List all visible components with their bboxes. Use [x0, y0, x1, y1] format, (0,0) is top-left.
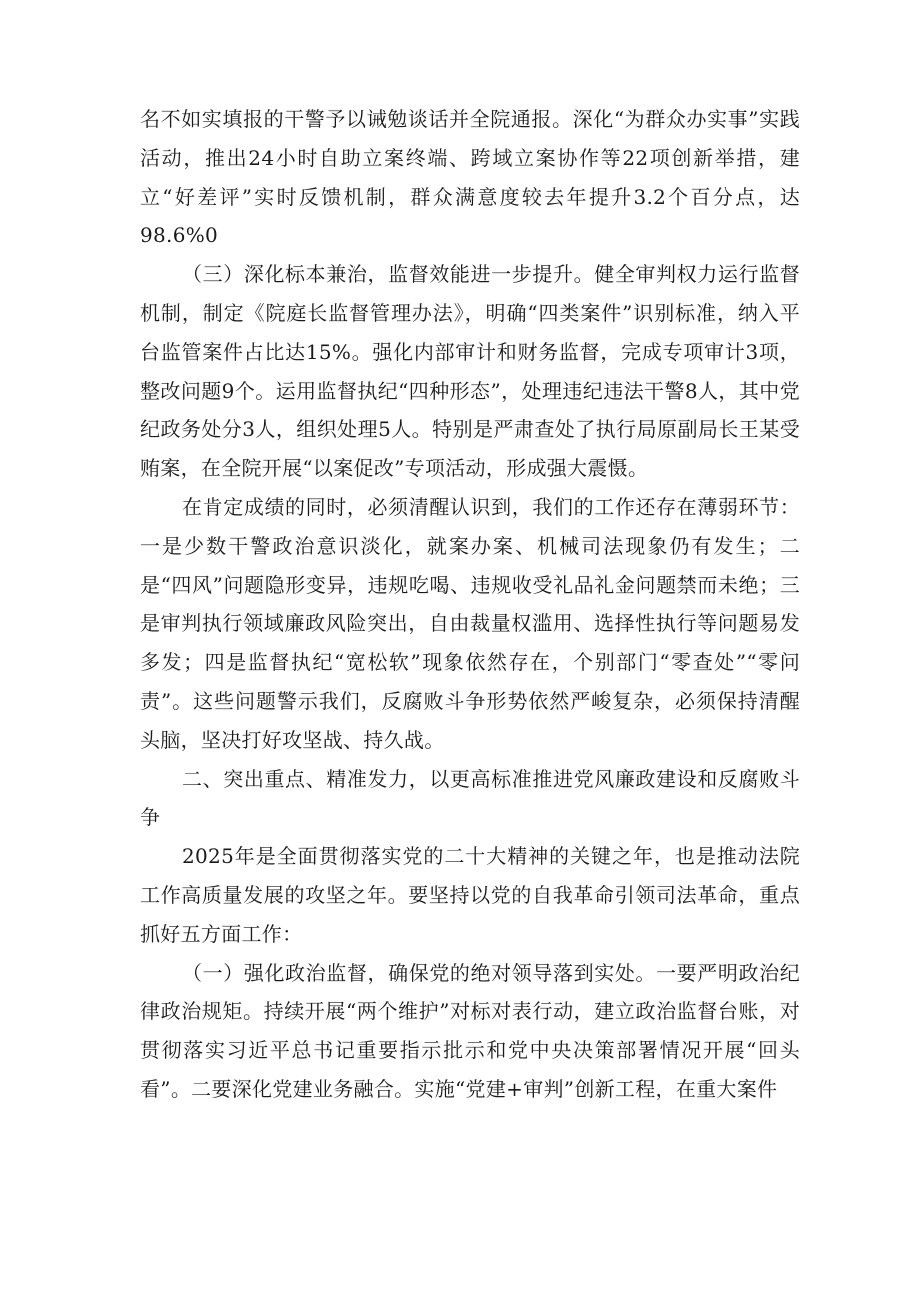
paragraph-weaknesses: 在肯定成绩的同时，必须清醒认识到，我们的工作还存在薄弱环节：一是少数干警政治意识淡化，就案办案、机械司法现象仍有发生；二是“四风”问题隐形变异，违规吃喝、违规收受礼品礼金问题禁而未绝；三是审判执行领域廉政风险突出，自由裁量权滥用、选择性执行等问题易发多发；四是监督执纪“宽松软”现象依然存在，个别部门“零查处”“零问责”。这些问题警示我们，反腐败斗争形势依然严峻复杂，必须保持清醒头脑，坚决打好攻坚战、持久战。	[140, 494, 800, 752]
paragraph-2025-intro: 2025年是全面贯彻落实党的二十大精神的关键之年，也是推动法院工作高质量发展的攻坚之年。要坚持以党的自我革命引领司法革命，重点抓好五方面工作：	[140, 844, 800, 946]
paragraph-political-supervision: （一）强化政治监督，确保党的绝对领导落到实处。一要严明政治纪律政治规矩。持续开展“两个维护”对标对表行动，建立政治监督台账，对贯彻落实习近平总书记重要指示批示和党中央决策部署情况开展“回头看”。二要深化党建业务融合。实施“党建+审判”创新工程，在重大案件	[140, 960, 800, 1101]
paragraph-section-three: （三）深化标本兼治，监督效能进一步提升。健全审判权力运行监督机制，制定《院庭长监督管理办法》，明确“四类案件”识别标准，纳入平台监管案件占比达15%。强化内部审计和财务监督，完成专项审计3项，整改问题9个。运用监督执纪“四种形态”，处理违纪违法干警8人，其中党纪政务处分3人，组织处理5人。特别是严肃查处了执行局原副局长王某受贿案，在全院开展“以案促改”专项活动，形成强大震慑。	[140, 262, 800, 481]
paragraph-continuation: 名不如实填报的干警予以诫勉谈话并全院通报。深化“为群众办实事”实践活动，推出24小时自助立案终端、跨域立案协作等22项创新举措，建立“好差评”实时反馈机制，群众满意度较去年提升3.2个百分点，达98.6%0	[140, 107, 800, 248]
document-body	[140, 100, 800, 1109]
section-heading-two: 二、突出重点、精准发力，以更高标准推进党风廉政建设和反腐败斗争	[140, 766, 800, 830]
